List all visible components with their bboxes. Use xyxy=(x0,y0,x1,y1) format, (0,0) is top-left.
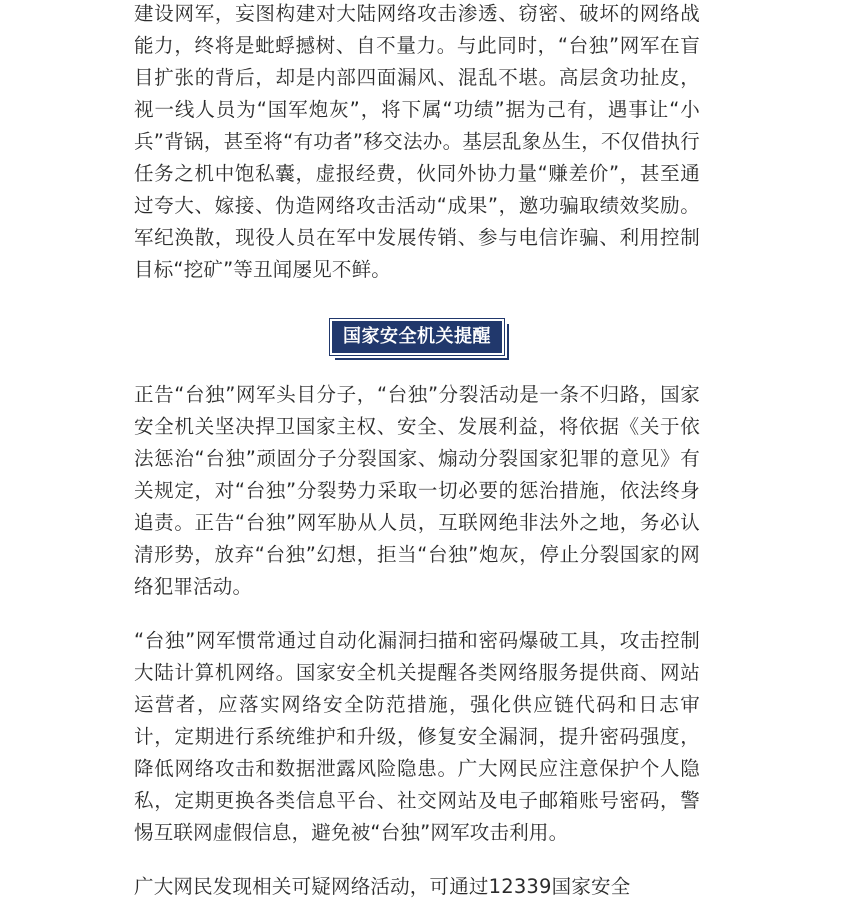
article-paragraph: 建设网军，妄图构建对大陆网络攻击渗透、窃密、破坏的网络战能力，终将是蚍蜉撼树、自不量力。与此同时，“台独”网军在盲目扩张的背后，却是内部四面漏风、混乱不堪。高层贪功扯皮，视一线人员为“国军炮灰”，将下属“功绩”据为己有，遇事让“小兵”背锅，甚至将“有功者”移交法办。基层乱象丛生，不仅借执行任务之机中饱私囊，虚报经费，伙同外协力量“赚差价”，甚至通过夸大、嫁接、伪造网络攻击活动“成果”，邀功骗取绩效奖励。军纪涣散，现役人员在军中发展传销、参与电信诈骗、利用控制目标“挖矿”等丑闻屡见不鲜。 xyxy=(134,2,700,281)
article-paragraph: 正告“台独”网军头目分子，“台独”分裂活动是一条不归路，国家安全机关坚决捍卫国家主权、安全、发展利益，将依据《关于依法惩治“台独”顽固分子分裂国家、煽动分裂国家犯罪的意见》有关规定，对“台独”分裂势力采取一切必要的惩治措施，依法终身追责。正告“台独”网军胁从人员，互联网绝非法外之地，务必认清形势，放弃“台独”幻想，拒当“台独”炮灰，停止分裂国家的网络犯罪活动。 xyxy=(134,383,700,598)
article-paragraph: “台独”网军惯常通过自动化漏洞扫描和密码爆破工具，攻击控制大陆计算机网络。国家安全机关提醒各类网络服务提供商、网站运营者，应落实网络安全防范措施，强化供应链代码和日志审计，定期进行系统维护和升级，修复安全漏洞，提升密码强度，降低网络攻击和数据泄露风险隐患。广大网民应注意保护个人隐私，定期更换各类信息平台、社交网站及电子邮箱账号密码，警惕互联网虚假信息，避免被“台独”网军攻击利用。 xyxy=(134,629,700,844)
article-paragraph-partial: 广大网民发现相关可疑网络活动，可通过12339国家安全 xyxy=(134,875,631,898)
paragraph-spacer xyxy=(134,603,700,625)
section-title-container xyxy=(134,319,700,355)
article-body xyxy=(134,0,700,903)
section-title-badge: 国家安全机关提醒 xyxy=(330,319,504,355)
paragraph-spacer xyxy=(134,849,700,871)
